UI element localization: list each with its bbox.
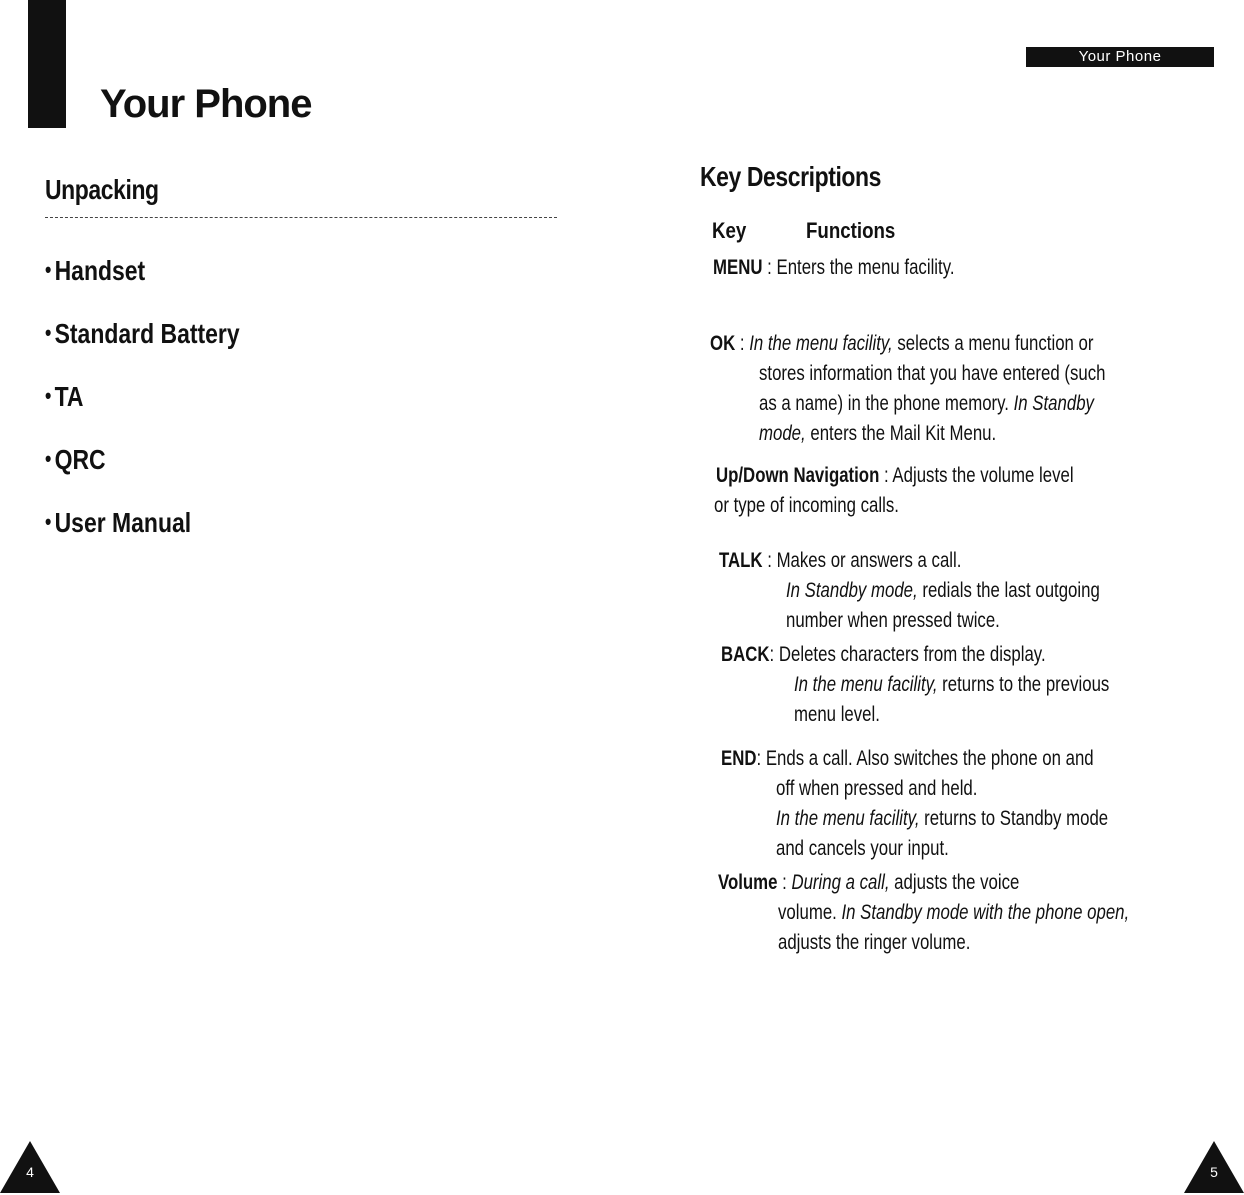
end-description-line: In the menu facility, returns to Standby mode bbox=[776, 807, 1109, 830]
column-key: Key bbox=[712, 218, 747, 243]
back-description: BACK: Deletes characters from the display. bbox=[721, 643, 1046, 666]
volume-description-line: adjusts the ringer volume. bbox=[778, 931, 971, 954]
chapter-title: Your Phone bbox=[100, 82, 312, 126]
volume-description: Volume : During a call, adjusts the voice bbox=[718, 871, 1020, 894]
page-number-left: 4 bbox=[26, 1164, 34, 1180]
divider-rule bbox=[45, 217, 557, 218]
chapter-bar bbox=[28, 0, 66, 128]
bullet-icon: • bbox=[45, 320, 52, 345]
end-description: END: Ends a call. Also switches the phone on and bbox=[721, 747, 1094, 770]
back-description-line: menu level. bbox=[794, 703, 880, 726]
column-functions: Functions bbox=[806, 218, 896, 243]
bullet-icon: • bbox=[45, 446, 52, 471]
bullet-icon: • bbox=[45, 383, 52, 408]
page-number-right: 5 bbox=[1210, 1164, 1218, 1180]
ok-description-line: stores information that you have entered (such bbox=[759, 362, 1106, 385]
unpacking-heading: Unpacking bbox=[45, 174, 159, 205]
list-item: • User Manual bbox=[45, 507, 192, 538]
key-descriptions-heading: Key Descriptions bbox=[700, 161, 882, 192]
talk-description-line: number when pressed twice. bbox=[786, 609, 1000, 632]
bullet-icon: • bbox=[45, 257, 52, 282]
list-item: • TA bbox=[45, 381, 84, 412]
end-description-line: off when pressed and held. bbox=[776, 777, 978, 800]
ok-description-line: mode, enters the Mail Kit Menu. bbox=[759, 422, 997, 445]
ok-description-line: as a name) in the phone memory. In Standby bbox=[759, 392, 1094, 415]
end-description-line: and cancels your input. bbox=[776, 837, 949, 860]
header-tab: Your Phone bbox=[1026, 47, 1214, 67]
menu-description: MENU : Enters the menu facility. bbox=[713, 256, 955, 279]
bullet-icon: • bbox=[45, 509, 52, 534]
ok-description: OK : In the menu facility, selects a menu function or bbox=[710, 332, 1094, 355]
list-item: • Handset bbox=[45, 255, 146, 286]
volume-description-line: volume. In Standby mode with the phone open, bbox=[778, 901, 1130, 924]
talk-description-line: In Standby mode, redials the last outgoing bbox=[786, 579, 1100, 602]
talk-description: TALK : Makes or answers a call. bbox=[719, 549, 962, 572]
back-description-line: In the menu facility, returns to the previous bbox=[794, 673, 1110, 696]
list-item: • QRC bbox=[45, 444, 106, 475]
updown-description-line: or type of incoming calls. bbox=[714, 494, 899, 517]
list-item: • Standard Battery bbox=[45, 318, 240, 349]
updown-description: Up/Down Navigation : Adjusts the volume level bbox=[716, 464, 1074, 487]
